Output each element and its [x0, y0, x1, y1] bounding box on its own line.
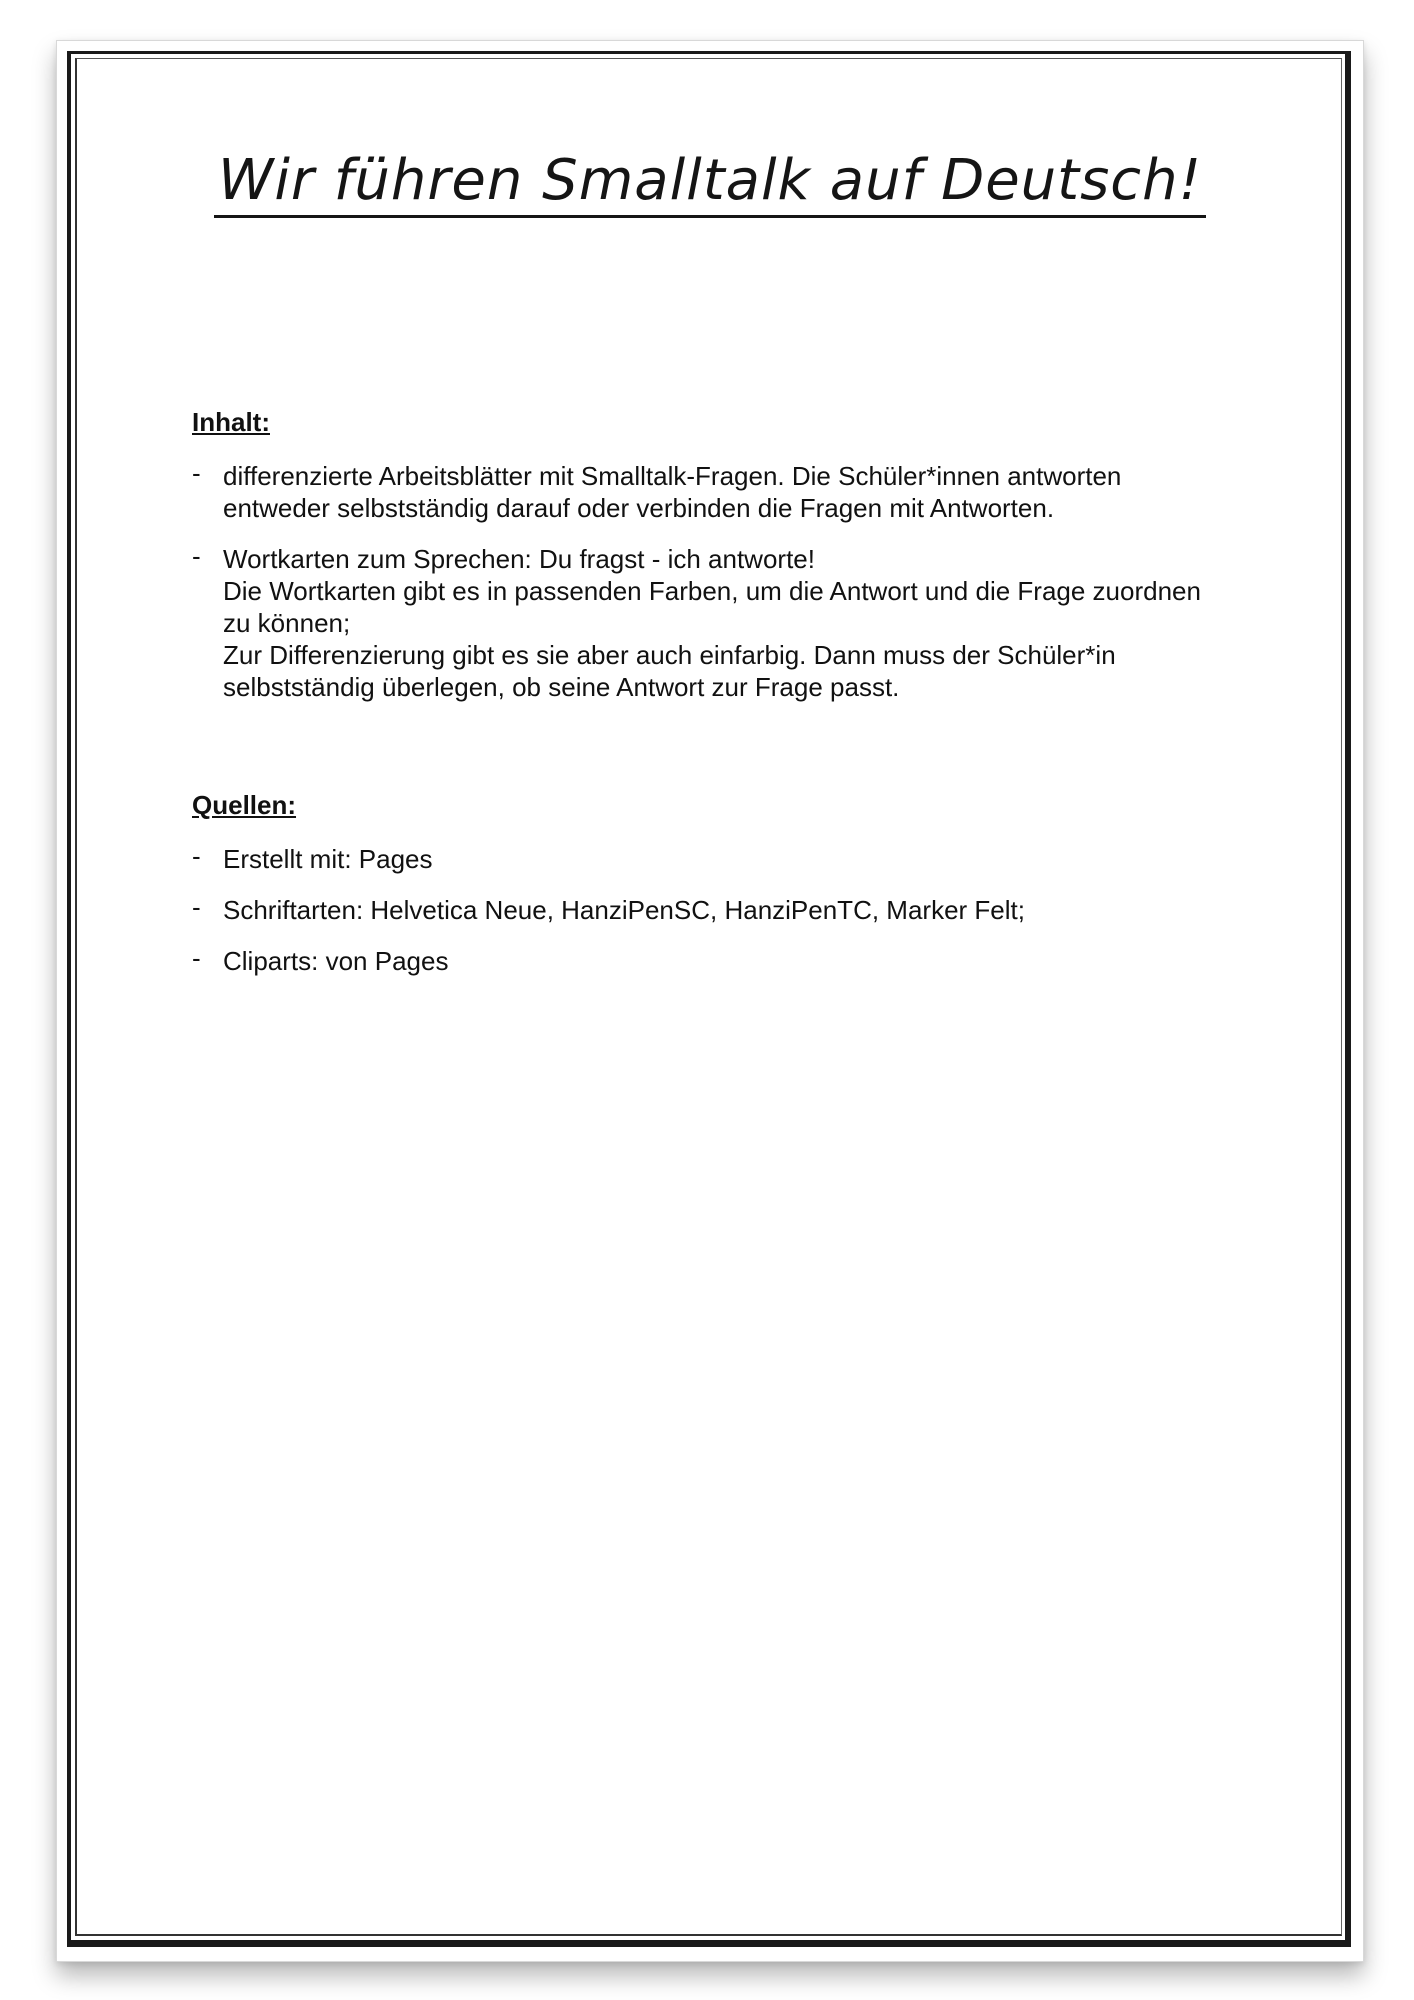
list-item-line: selbstständig überlegen, ob seine Antwort zur Frage passt.: [223, 672, 900, 703]
list-item-line: entweder selbstständig darauf oder verbinden die Fragen mit Antworten.: [223, 493, 1055, 524]
list-item: [192, 843, 1322, 875]
list-item-line: zu können;: [223, 608, 351, 639]
title-block: [57, 149, 1363, 218]
inhalt-list: [192, 460, 1322, 703]
bullet-dash: -: [192, 458, 201, 489]
section-heading-quellen: Quellen:: [192, 790, 297, 821]
page-border-inner: [75, 58, 1342, 1936]
list-item-line: Die Wortkarten gibt es in passenden Farben, um die Antwort und die Frage zuordnen: [223, 576, 1201, 607]
list-item-line: Wortkarten zum Sprechen: Du fragst - ich antworte!: [223, 544, 815, 575]
list-item: [192, 460, 1322, 524]
list-item: [192, 894, 1322, 926]
section-heading-inhalt: Inhalt:: [192, 407, 270, 437]
quellen-list: [192, 843, 1322, 977]
list-item-line: Cliparts: von Pages: [223, 946, 449, 977]
section-quellen: [192, 790, 1322, 977]
bullet-dash: -: [192, 541, 201, 572]
section-inhalt: [192, 407, 1322, 703]
page-border-frame: [67, 51, 1351, 1947]
bullet-dash: -: [192, 943, 201, 974]
document-content: [192, 407, 1322, 996]
bullet-dash: -: [192, 841, 201, 872]
document-page: [56, 40, 1364, 1962]
list-item: [192, 945, 1322, 977]
list-item-line: Schriftarten: Helvetica Neue, HanziPenSC, HanziPenTC, Marker Felt;: [223, 895, 1025, 926]
list-item-line: Zur Differenzierung gibt es sie aber auch einfarbig. Dann muss der Schüler*in: [223, 640, 1116, 671]
page-title: Wir führen Smalltalk auf Deutsch!: [214, 149, 1206, 218]
list-item: [192, 543, 1322, 703]
section-spacer: [192, 722, 1322, 790]
list-item-line: differenzierte Arbeitsblätter mit Smalltalk-Fragen. Die Schüler*innen antworten: [223, 461, 1122, 492]
bullet-dash: -: [192, 892, 201, 923]
list-item-line: Erstellt mit: Pages: [223, 844, 433, 875]
